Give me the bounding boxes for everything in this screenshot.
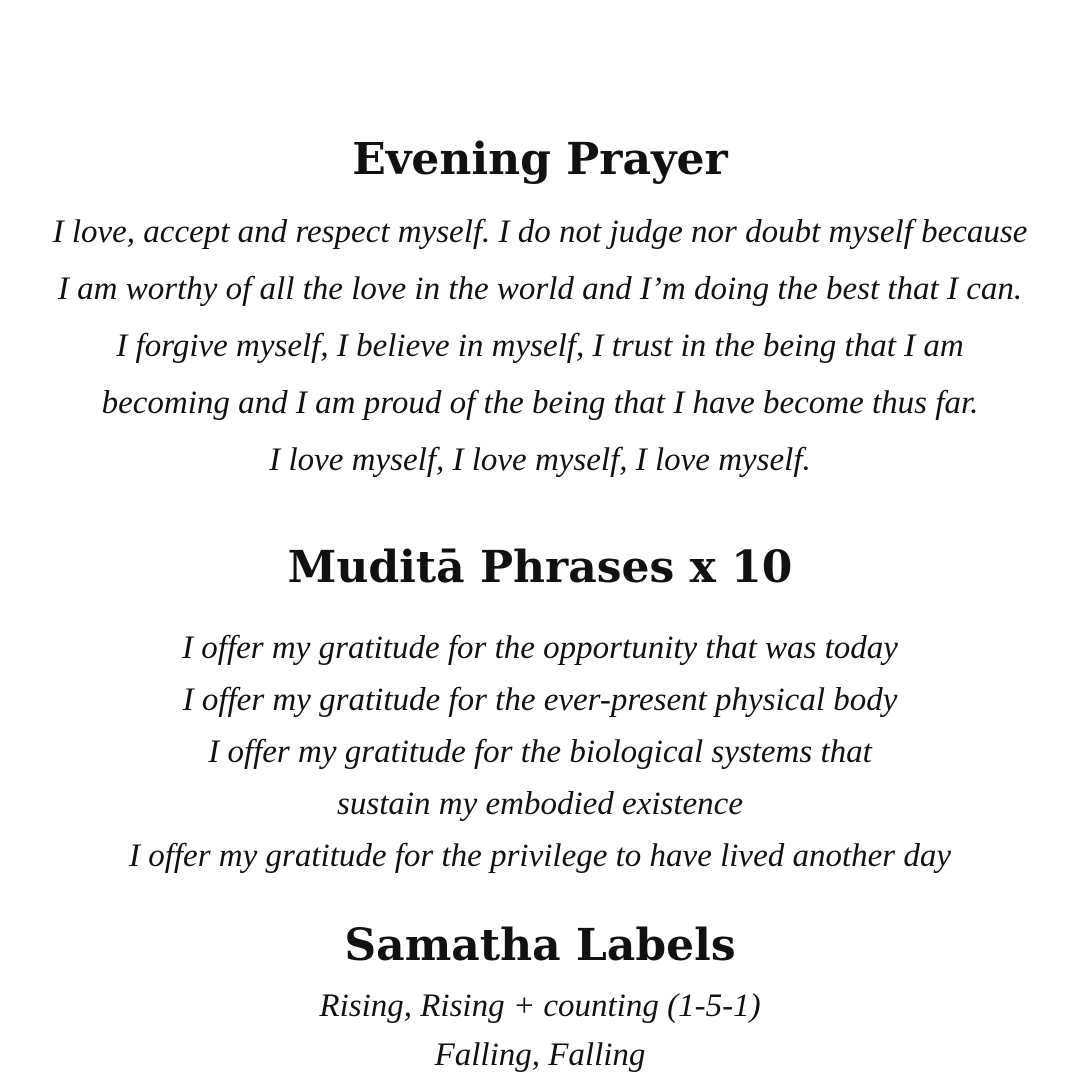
samatha-line: Rising, Rising + counting (1-5-1): [319, 988, 761, 1024]
mudita-line: I offer my gratitude for the biological systems that: [208, 734, 872, 770]
prayer-line: I am worthy of all the love in the world and I’m doing the best that I can.: [57, 271, 1023, 307]
prayer-line: I love, accept and respect myself. I do not judge nor doubt myself because: [52, 214, 1028, 250]
prayer-line: I forgive myself, I believe in myself, I trust in the being that I am: [116, 328, 964, 364]
samatha-title: Samatha Labels: [344, 920, 736, 971]
prayer-line: I love myself, I love myself, I love myself.: [269, 442, 811, 478]
samatha-line: Falling, Falling: [434, 1037, 646, 1073]
prayer-line: becoming and I am proud of the being that I have become thus far.: [101, 385, 979, 421]
evening-prayer-title: Evening Prayer: [352, 134, 728, 185]
mudita-line: I offer my gratitude for the ever-present physical body: [182, 682, 898, 718]
mudita-line: sustain my embodied existence: [337, 786, 743, 822]
mudita-title: Muditā Phrases x 10: [287, 542, 793, 593]
mudita-line: I offer my gratitude for the privilege to have lived another day: [128, 838, 952, 874]
mudita-line: I offer my gratitude for the opportunity that was today: [182, 630, 898, 666]
